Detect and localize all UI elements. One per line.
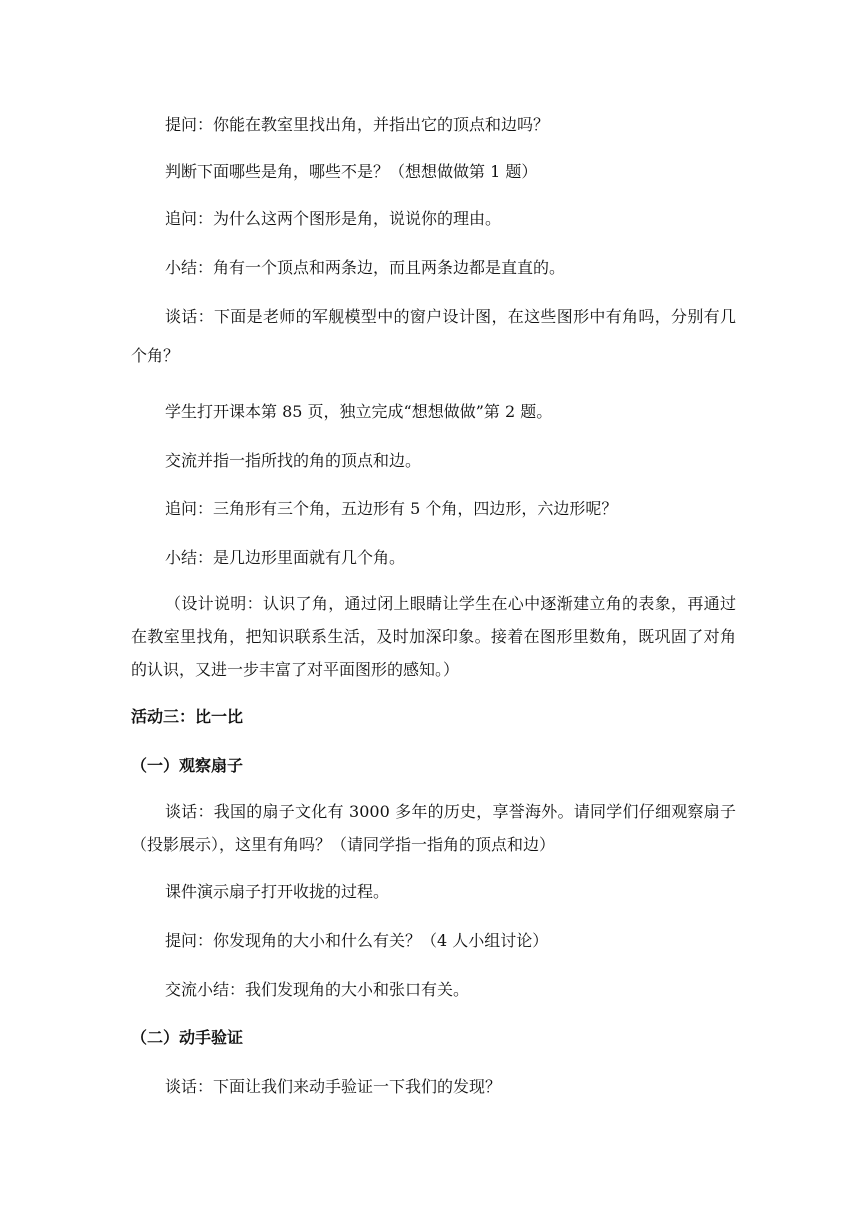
paragraph-question-find-angles: 提问：你能在教室里找出角，并指出它的顶点和边吗？ bbox=[165, 115, 550, 134]
paragraph-judge-angles: 判断下面哪些是角，哪些不是？（想想做做第 1 题） bbox=[165, 162, 538, 181]
paragraph-question-angle-size: 提问：你发现角的大小和什么有关？（4 人小组讨论） bbox=[165, 931, 549, 950]
paragraph-summary-angle-parts: 小结：角有一个顶点和两条边，而且两条边都是直直的。 bbox=[165, 258, 566, 277]
paragraph-design-note: （设计说明：认识了角，通过闭上眼睛让学生在心中逐渐建立角的表象，再通过在教室里找角，把知识联系生活，及时加深印象。接着在图形里数角，既巩固了对角的认识，又进一步丰富了对平面图形的感知。） bbox=[131, 594, 736, 679]
heading-hands-on-verify: （二）动手验证 bbox=[131, 1028, 244, 1047]
paragraph-open-textbook: 学生打开课本第 85 页，独立完成“想想做做”第 2 题。 bbox=[165, 402, 553, 421]
paragraph-follow-up-reason: 追问：为什么这两个图形是角，说说你的理由。 bbox=[165, 209, 502, 228]
paragraph-talk-fan-culture: 谈话：我国的扇子文化有 3000 多年的历史，享誉海外。请同学们仔细观察扇子（投影展示），这里有角吗？（请同学指一指角的顶点和边） bbox=[131, 802, 736, 854]
paragraph-summary-polygon-angles: 小结：是几边形里面就有几个角。 bbox=[165, 548, 406, 567]
paragraph-talk-window-design: 谈话：下面是老师的军舰模型中的窗户设计图，在这些图形中有角吗，分别有几个角？ bbox=[131, 307, 736, 365]
paragraph-talk-verify: 谈话：下面让我们来动手验证一下我们的发现？ bbox=[165, 1077, 502, 1096]
heading-observe-fan: （一）观察扇子 bbox=[131, 756, 244, 775]
paragraph-summary-angle-opening: 交流小结：我们发现角的大小和张口有关。 bbox=[165, 980, 470, 999]
paragraph-follow-up-polygons: 追问：三角形有三个角，五边形有 5 个角，四边形，六边形呢？ bbox=[165, 499, 618, 518]
heading-activity-three: 活动三：比一比 bbox=[131, 707, 244, 726]
paragraph-share-vertex-sides: 交流并指一指所找的角的顶点和边。 bbox=[165, 451, 422, 470]
paragraph-fan-animation: 课件演示扇子打开收拢的过程。 bbox=[165, 882, 390, 901]
